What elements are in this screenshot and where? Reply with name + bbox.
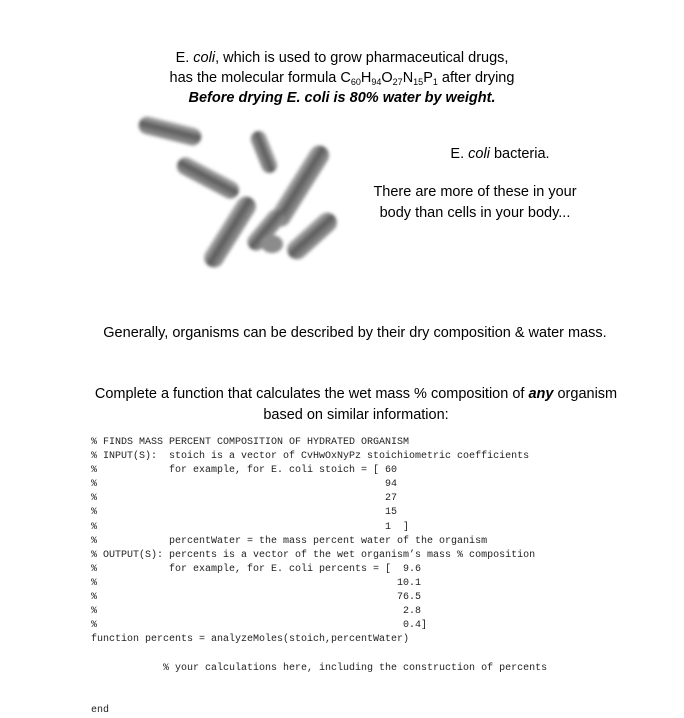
code-line: % 27 <box>91 493 398 505</box>
formula-element: H <box>360 70 372 86</box>
bacteria-note <box>360 182 590 224</box>
formula-subscript: 1 <box>432 77 438 87</box>
formula-element: P <box>423 70 433 86</box>
bacteria-note-line-1: There are more of these in your <box>373 184 577 200</box>
intro-line-1-italic: coli <box>193 50 216 66</box>
ecoli-bacteria-image <box>118 104 350 280</box>
code-line: % OUTPUT(S): percents is a vector of the wet organism’s mass % composition <box>91 549 536 561</box>
bacterium-rod-5 <box>200 193 259 271</box>
task-prompt <box>0 384 684 426</box>
caption-prefix: E. <box>450 146 469 162</box>
code-line: % for example, for E. coli stoich = [ 60 <box>91 465 398 477</box>
intro-line-3: Before drying E. coli is 80% water by weight. <box>188 90 496 106</box>
task-bold: any <box>528 386 554 402</box>
code-line: % for example, for E. coli percents = [ 9.6 <box>91 563 422 575</box>
code-line <box>91 676 547 690</box>
matlab-code-block <box>91 436 547 718</box>
code-line: % your calculations here, including the construction of percents <box>91 662 548 674</box>
formula-element: N <box>402 70 414 86</box>
bacterium-cell-end <box>261 235 283 253</box>
code-line: % 0.4] <box>91 620 428 632</box>
bacteria-note-line-2: body than cells in your body... <box>379 205 571 221</box>
code-line: % 2.8 <box>91 606 422 618</box>
caption-italic: coli <box>468 146 490 162</box>
bacterium-rod-1 <box>137 115 203 148</box>
molecular-formula <box>340 70 437 86</box>
intro-line-1-start: E. <box>175 50 194 66</box>
code-line <box>91 647 547 661</box>
intro-text <box>0 48 684 108</box>
caption-suffix: bacteria. <box>489 146 550 162</box>
code-line <box>91 690 547 704</box>
formula-subscript: 60 <box>350 77 361 87</box>
formula-prefix: has the molecular formula <box>169 70 341 86</box>
formula-subscript: 94 <box>371 77 382 87</box>
code-line: % INPUT(S): stoich is a vector of CvHwOxNyPz stoichiometric coefficients <box>91 451 530 463</box>
formula-element: O <box>381 70 393 86</box>
code-line: % percentWater = the mass percent water of the organism <box>91 535 488 547</box>
code-line: % FINDS MASS PERCENT COMPOSITION OF HYDRATED ORGANISM <box>91 437 410 448</box>
intro-line-2 <box>0 68 684 88</box>
task-prefix: Complete a function that calculates the wet mass % composition of <box>94 386 529 402</box>
intro-line-1 <box>0 48 684 68</box>
code-line: % 76.5 <box>91 592 422 604</box>
code-line: % 10.1 <box>91 577 422 589</box>
code-line: % 94 <box>91 479 398 491</box>
formula-element: C <box>340 70 351 86</box>
code-line: % 1 ] <box>91 521 410 533</box>
task-suffix: organism <box>553 386 618 402</box>
formula-suffix: after drying <box>437 70 515 86</box>
formula-subscript: 15 <box>413 77 424 87</box>
task-line-2: based on similar information: <box>263 407 449 423</box>
general-statement: Generally, organisms can be described by their dry composition & water mass. <box>103 325 607 341</box>
bacterium-rod-3 <box>248 129 279 176</box>
code-line: function percents = analyzeMoles(stoich,percentWater) <box>91 634 410 646</box>
bacteria-caption <box>420 146 580 162</box>
bacterium-rod-2 <box>174 154 242 202</box>
formula-subscript: 27 <box>392 77 403 87</box>
code-line: % 15 <box>91 507 398 519</box>
intro-line-1-end: , which is used to grow pharmaceutical drugs, <box>215 50 509 66</box>
task-line-1 <box>0 384 684 405</box>
code-line: end <box>91 704 110 716</box>
